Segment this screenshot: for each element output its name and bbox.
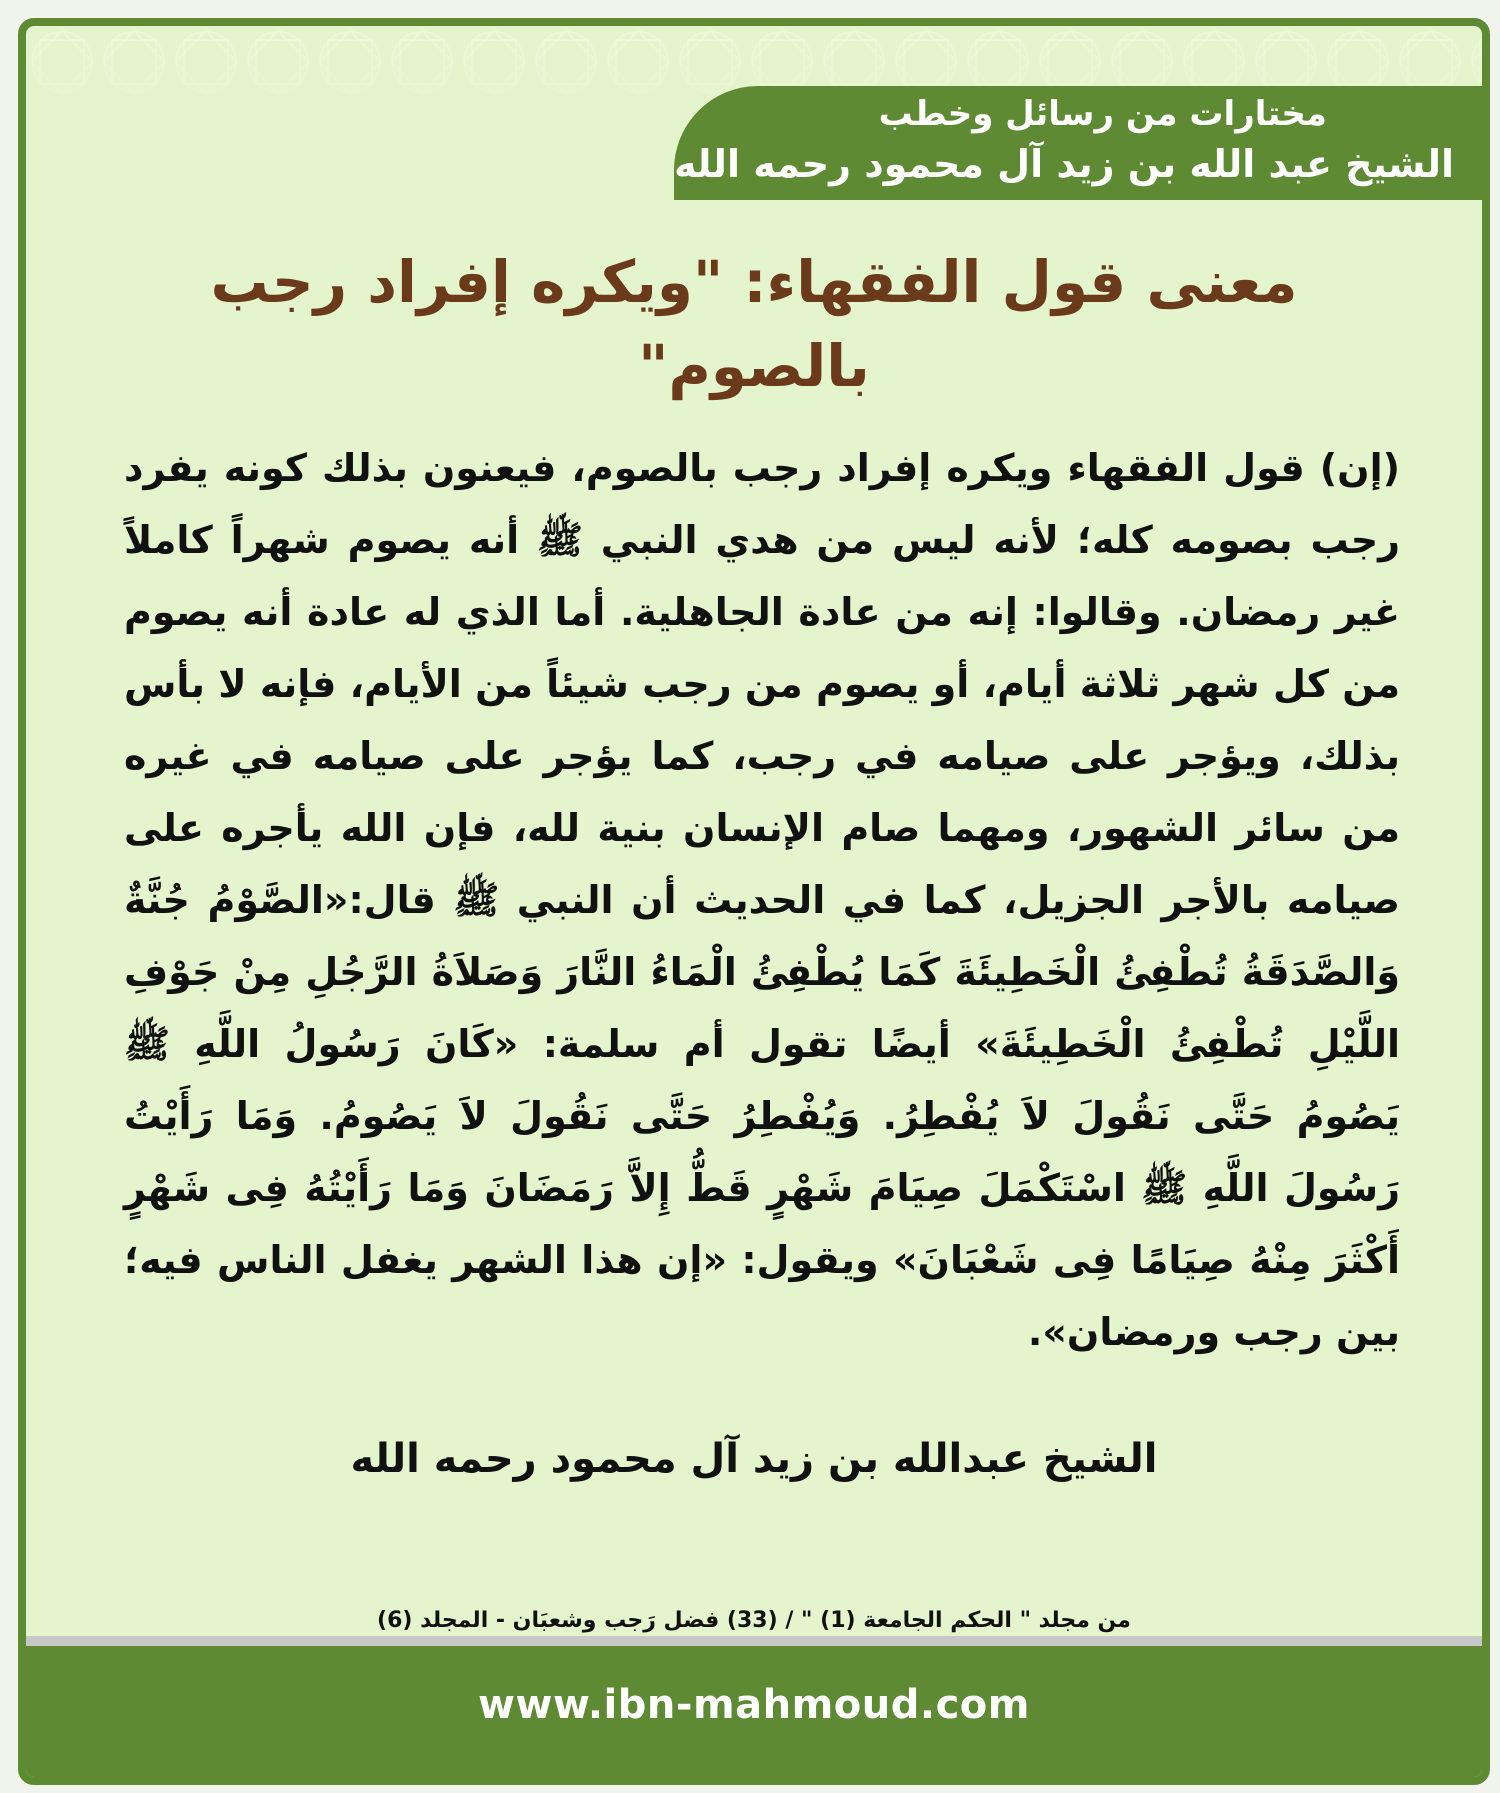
- header-banner: [674, 86, 1482, 200]
- author-signature: الشيخ عبدالله بن زيد آل محمود رحمه الله: [350, 1436, 1158, 1482]
- header-subtitle: مختارات من رسائل وخطب: [878, 94, 1327, 134]
- source-citation: من مجلد " الحكم الجامعة (1) " / (33) فضل رَجب وشعبَان - المجلد (6): [377, 1608, 1131, 1633]
- website-link[interactable]: www.ibn-mahmoud.com: [478, 1682, 1030, 1728]
- divider-strip: [26, 1636, 1482, 1646]
- content-card: [18, 18, 1490, 1785]
- article-title: معنى قول الفقهاء: "ويكره إفراد رجب بالصوم": [210, 248, 1298, 400]
- footer-bar: [26, 1646, 1482, 1777]
- header-author: الشيخ عبد الله بن زيد آل محمود رحمه الله: [674, 142, 1454, 186]
- article-body: (إن) قول الفقهاء ويكره إفراد رجب بالصوم، فيعنون بذلك كونه يفرد رجب بصومه كله؛ لأنه ليس من هدي النبي ﷺ أنه يصوم شهراً كاملاً غير رمضان. وقالوا: إنه من عادة الجاهلية. أما الذي له عادة أنه يصوم من كل شهر ثلاثة أيام، أو يصوم من رجب شيئاً من الأيام، فإنه لا بأس بذلك، ويؤجر على صيامه في رجب، كما يؤجر على صيامه في غيره من سائر الشهور، ومهما صام الإنسان بنية لله، فإن الله يأجره على صيامه بالأجر الجزيل، كما في الحديث أن النبي ﷺ قال:«الصَّوْمُ جُنَّةٌ وَالصَّدَقَةُ تُطْفِئُ الْخَطِيئَةَ كَمَا يُطْفِئُ الْمَاءُ النَّارَ وَصَلاَةُ الرَّجُلِ مِنْ جَوْفِ اللَّيْلِ تُطْفِئُ الْخَطِيئَةَ» أيضًا تقول أم سلمة: «كَانَ رَسُولُ اللَّهِ ﷺ يَصُومُ حَتَّى نَقُولَ لاَ يُفْطِرُ. وَيُفْطِرُ حَتَّى نَقُولَ لاَ يَصُومُ. وَمَا رَأَيْتُ رَسُولَ اللَّهِ ﷺ اسْتَكْمَلَ صِيَامَ شَهْرٍ قَطُّ إِلاَّ رَمَضَانَ وَمَا رَأَيْتُهُ فِى شَهْرٍ أَكْثَرَ مِنْهُ صِيَامًا فِى شَعْبَانَ» ويقول: «إن هذا الشهر يغفل الناس فيه؛ بين رجب ورمضان».: [124, 446, 1400, 1354]
